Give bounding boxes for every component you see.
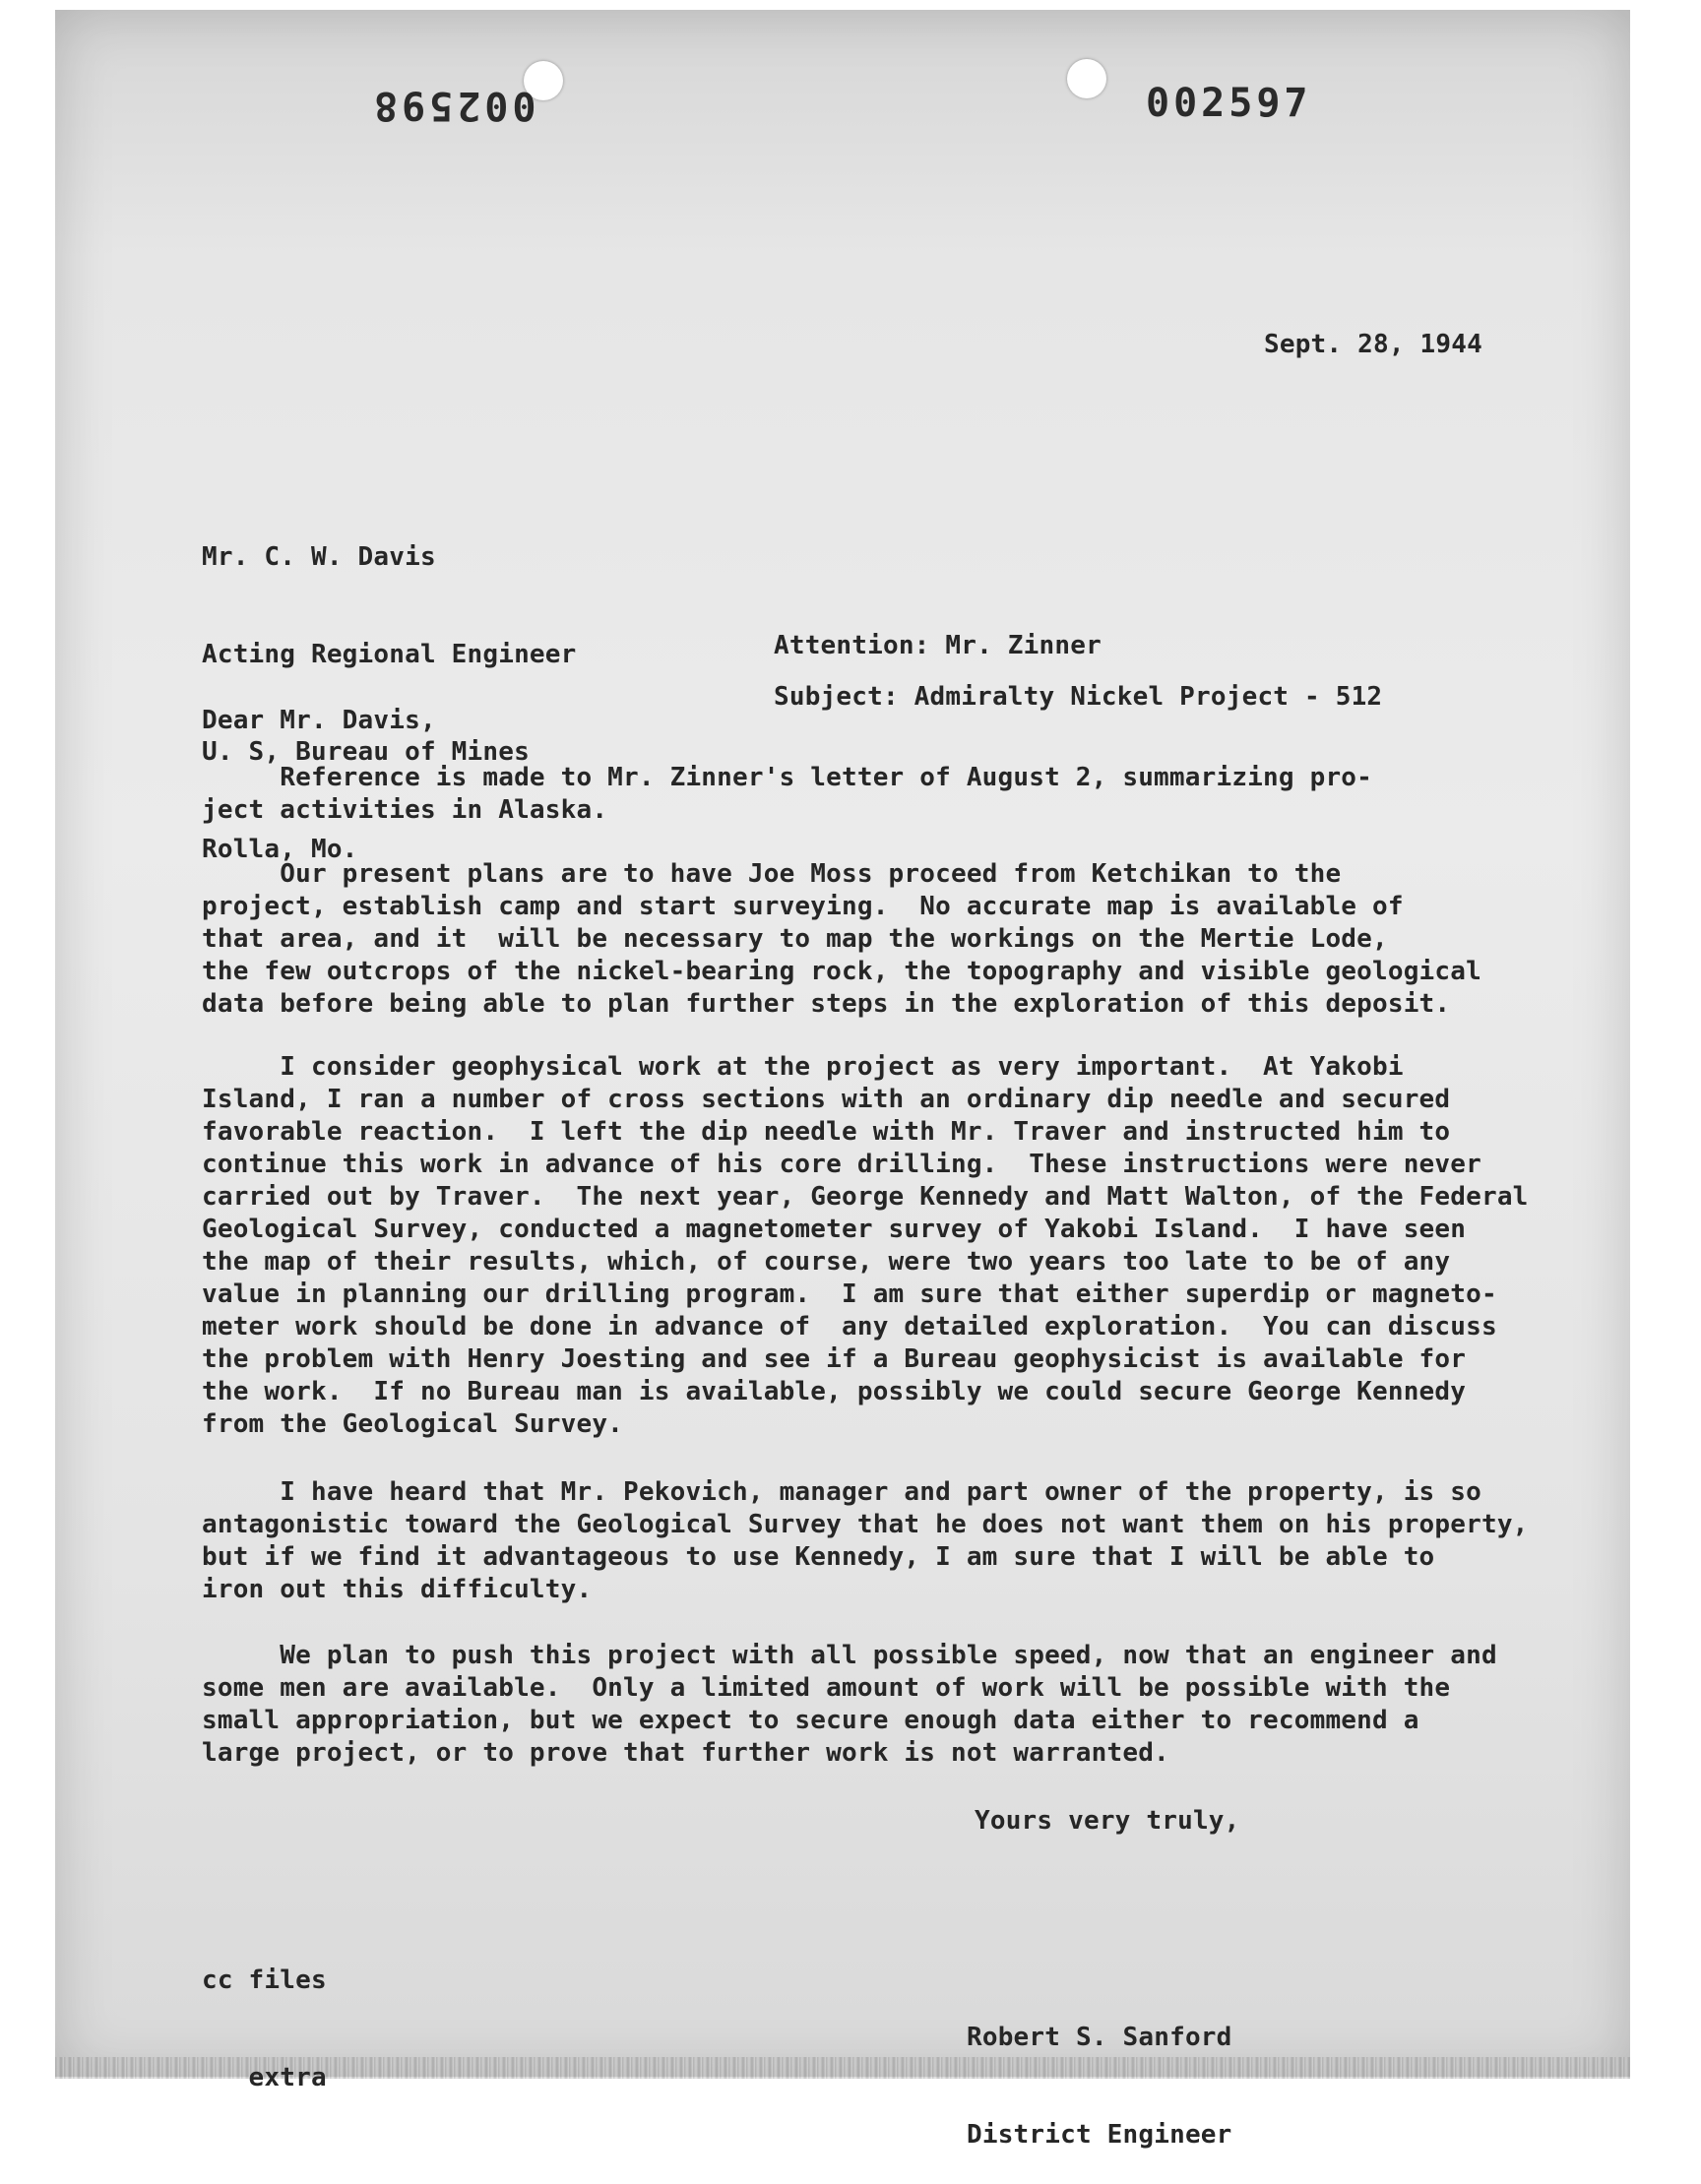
body-line: data before being able to plan further steps in the exploration of this deposit. (202, 989, 1451, 1019)
body-line: Our present plans are to have Joe Moss proceed from Ketchikan to the (202, 859, 1342, 889)
body-line: the map of their results, which, of course, were two years too late to be of any (202, 1247, 1451, 1277)
body-line: the work. If no Bureau man is available, possibly we could secure George Kennedy (202, 1377, 1467, 1406)
body-line: I have heard that Mr. Pekovich, manager and part owner of the property, is so (202, 1477, 1481, 1507)
recipient-address (202, 476, 576, 899)
punch-hole-right (1067, 59, 1106, 98)
body-line: but if we find it advantageous to use Kennedy, I am sure that I will be able to (202, 1542, 1435, 1572)
body-line: iron out this difficulty. (202, 1575, 593, 1604)
body-line: I consider geophysical work at the project as very important. At Yakobi (202, 1052, 1404, 1082)
body-paragraph-2 (202, 858, 1481, 1021)
body-line: small appropriation, but we expect to secure enough data either to recommend a (202, 1706, 1419, 1735)
body-paragraph-3 (202, 1051, 1529, 1441)
attention-line: Attention: Mr. Zinner (774, 631, 1102, 660)
stamp-number-right: 002597 (1146, 81, 1312, 126)
cc-line: cc files (202, 1966, 327, 1995)
recipient-line: Acting Regional Engineer (202, 640, 577, 669)
body-line: project, establish camp and start surveying. No accurate map is available of (202, 892, 1404, 921)
body-line: Island, I ran a number of cross sections with an ordinary dip needle and secured (202, 1085, 1451, 1114)
stamp-number-left: 002598 (370, 83, 536, 128)
body-line: value in planning our drilling program. I am sure that either superdip or magneto- (202, 1279, 1497, 1309)
body-paragraph-4 (202, 1476, 1529, 1606)
body-line: large project, or to prove that further work is not warranted. (202, 1738, 1169, 1768)
cc-line: extra (202, 2063, 327, 2092)
signature-name: Robert S. Sanford (967, 2023, 1232, 2052)
body-line: Reference is made to Mr. Zinner's letter of August 2, summarizing pro- (202, 763, 1372, 792)
body-line: carried out by Traver. The next year, George Kennedy and Matt Walton, of the Federal (202, 1182, 1529, 1212)
letter-date: Sept. 28, 1944 (1264, 330, 1482, 359)
body-line: antagonistic toward the Geological Survey that he does not want them on his property, (202, 1510, 1529, 1539)
signature-block (967, 1957, 1232, 2184)
closing-line: Yours very truly, (975, 1806, 1240, 1836)
body-line: meter work should be done in advance of any detailed exploration. You can discuss (202, 1312, 1497, 1342)
recipient-line: Mr. C. W. Davis (202, 542, 436, 572)
body-line: continue this work in advance of his core drilling. These instructions were never (202, 1150, 1481, 1179)
body-line: from the Geological Survey. (202, 1409, 624, 1439)
body-line: that area, and it will be necessary to map the workings on the Mertie Lode, (202, 924, 1388, 954)
recipient-line: Rolla, Mo. (202, 835, 358, 864)
body-line: the few outcrops of the nickel-bearing rock, the topography and visible geological (202, 957, 1481, 986)
body-line: some men are available. Only a limited amount of work will be possible with the (202, 1673, 1451, 1703)
salutation: Dear Mr. Davis, (202, 706, 436, 735)
subject-line: Subject: Admiralty Nickel Project - 512 (774, 682, 1383, 712)
body-line: Geological Survey, conducted a magnetometer survey of Yakobi Island. I have seen (202, 1215, 1467, 1244)
body-line: the problem with Henry Joesting and see if a Bureau geophysicist is available for (202, 1344, 1467, 1374)
recipient-line: U. S, Bureau of Mines (202, 737, 530, 767)
body-line: favorable reaction. I left the dip needle with Mr. Traver and instructed him to (202, 1117, 1451, 1147)
body-line: ject activities in Alaska. (202, 795, 608, 825)
body-paragraph-5 (202, 1640, 1497, 1770)
signature-title: District Engineer (967, 2120, 1232, 2150)
body-paragraph-1 (202, 762, 1372, 827)
body-line: We plan to push this project with all possible speed, now that an engineer and (202, 1641, 1497, 1670)
cc-notation (202, 1900, 327, 2127)
